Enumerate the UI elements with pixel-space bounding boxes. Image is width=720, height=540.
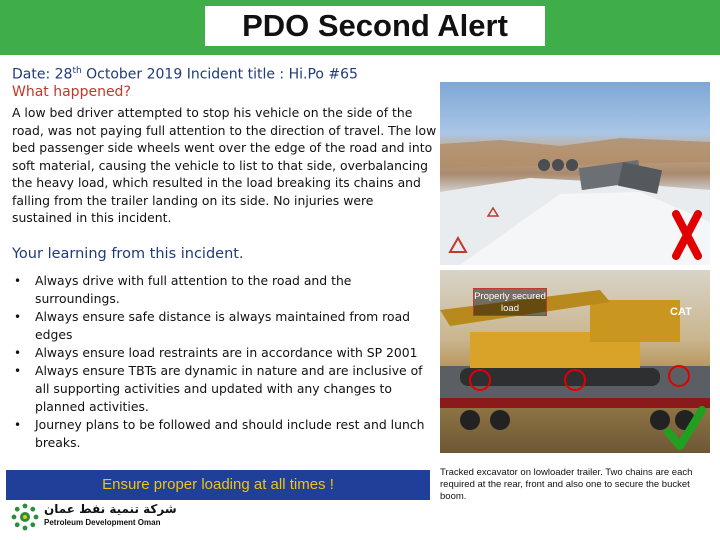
check-mark-icon <box>664 406 706 450</box>
learning-item: • Always ensure load restraints are in accordance with SP 2001 <box>12 344 432 362</box>
properly-secured-label: Properly secured load <box>473 288 547 316</box>
pdo-logo <box>10 502 180 532</box>
learning-item: • Journey plans to be followed and should include rest and lunch breaks. <box>12 416 432 452</box>
learning-item: • Always ensure safe distance is always maintained from road edges <box>12 308 432 344</box>
logo-english-text: Petroleum Development Oman <box>44 518 161 527</box>
date-prefix: Date: 28 <box>12 66 73 83</box>
call-to-action-box: Ensure proper loading at all times ! <box>6 470 430 500</box>
learning-item: • Always ensure TBTs are dynamic in nature and are inclusive of all supporting activities and updated with any changes to planned activities. <box>12 362 432 416</box>
logo-arabic-text: شركة تنمية نفط عمان <box>44 502 177 516</box>
incident-date-title <box>12 66 358 83</box>
incident-photo <box>440 82 710 265</box>
photo-caption: Tracked excavator on lowloader trailer. Two chains are each required at the rear, front and also one to secure the bucket boom. <box>440 467 693 502</box>
pdo-emblem-icon <box>10 502 40 532</box>
date-suffix: October 2019 Incident title : Hi.Po #65 <box>81 66 358 83</box>
learning-heading: Your learning from this incident. <box>12 246 244 262</box>
title-banner <box>0 0 720 58</box>
learning-list <box>12 272 432 452</box>
learning-item: • Always drive with full attention to the road and the surroundings. <box>12 272 432 308</box>
what-happened-heading: What happened? <box>12 84 131 100</box>
page-title: PDO Second Alert <box>205 6 545 46</box>
truck-brand-label: CAT <box>670 306 692 318</box>
cross-mark-icon <box>672 210 702 260</box>
date-superscript: th <box>72 66 82 76</box>
incident-description: A low bed driver attempted to stop his vehicle on the side of the road, was not paying full attention to the direction of travel. The low bed passenger side wheels went over the edge of the road and into soft material, causing the vehicle to list to that side, overbalancing the heavy load, which resulted in the load breaking its chains and falling from the trailer landing on its side. No injuries were sustained in this incident. <box>12 105 437 225</box>
incident-scene <box>440 82 710 265</box>
